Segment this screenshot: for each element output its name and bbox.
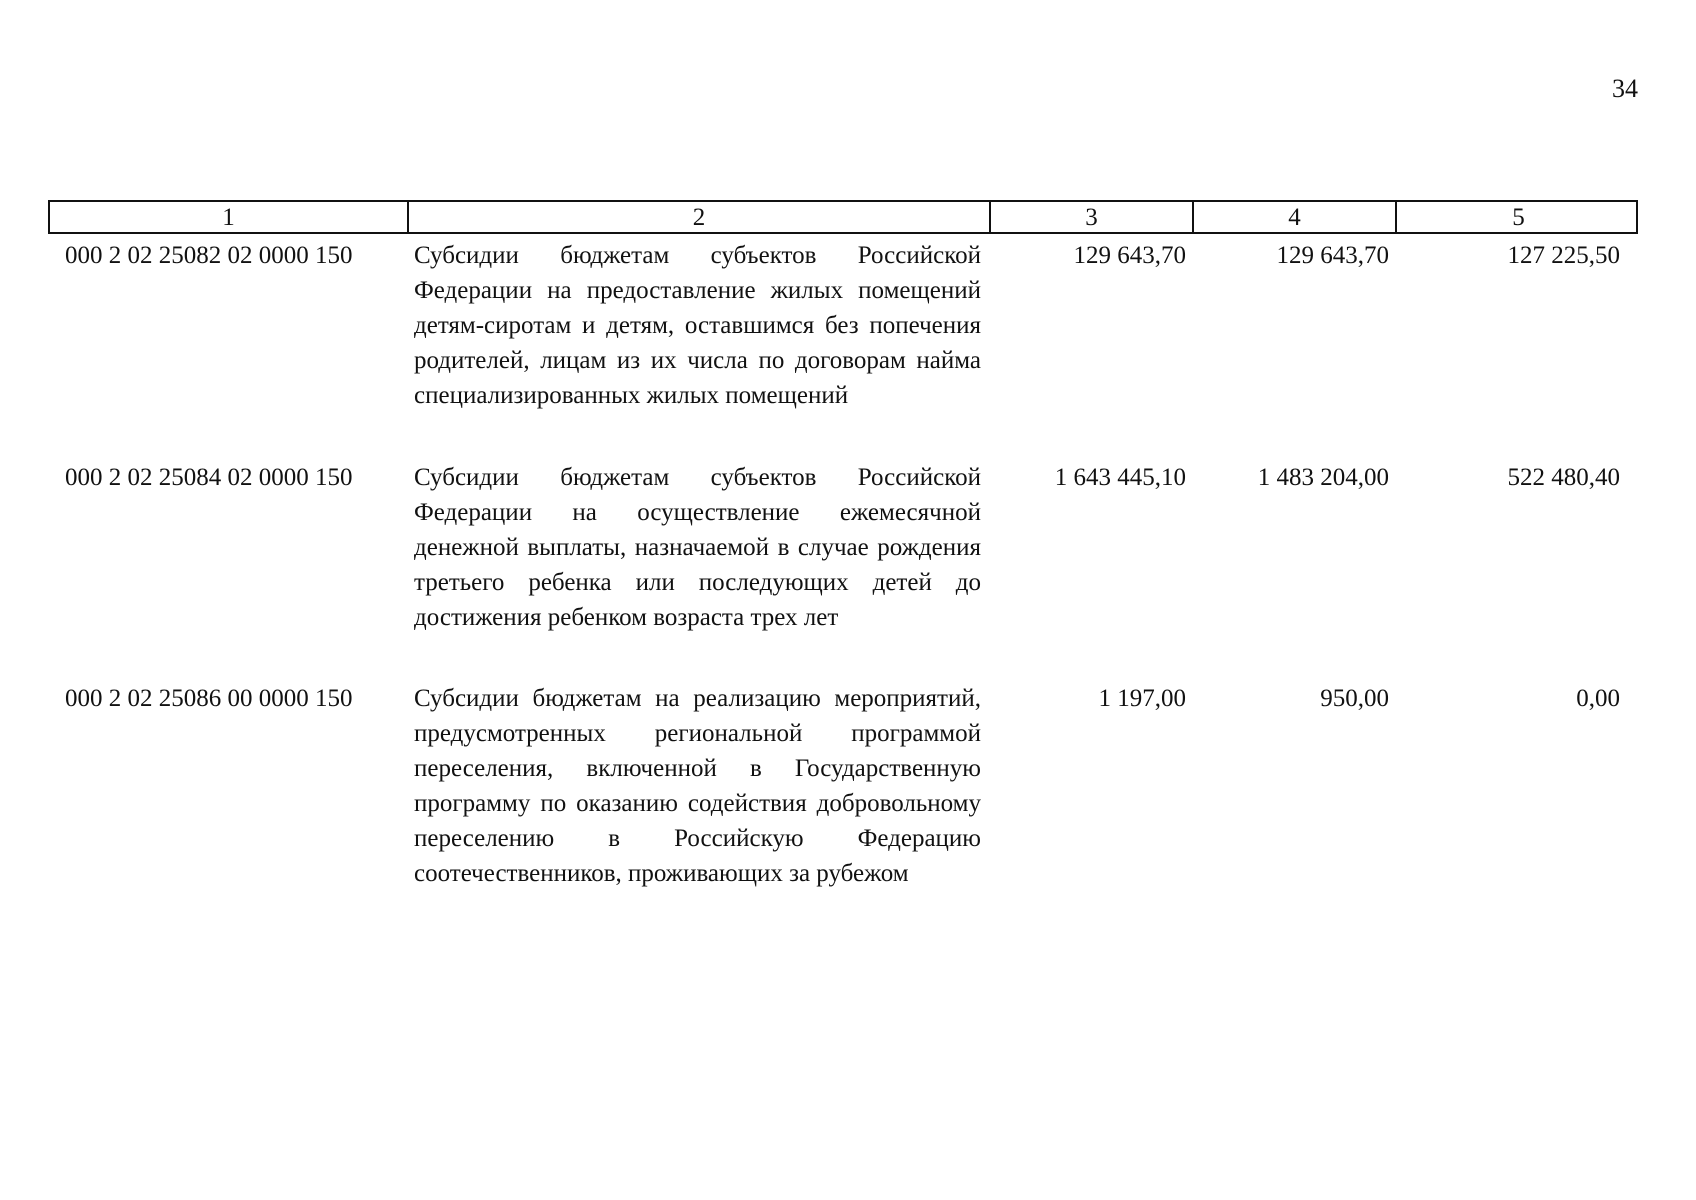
budget-code: 000 2 02 25084 02 0000 150 <box>65 464 353 491</box>
budget-code: 000 2 02 25082 02 0000 150 <box>65 242 353 269</box>
table-row <box>48 238 1638 413</box>
subsidy-description: Субсидии бюджетам субъектов Российской Федерации на предоставление жилых помещений детям-сиротам и детям, оставшимся без попечения родителей, лицам из их числа по договорам найма специализированных жилых помещений <box>414 242 981 409</box>
budget-code: 000 2 02 25086 00 0000 150 <box>65 685 353 712</box>
column-header-3: 3 <box>989 202 1192 234</box>
column-header-2: 2 <box>407 202 989 234</box>
table-row <box>48 681 1638 891</box>
column-header-5: 5 <box>1395 202 1640 234</box>
column-header-4: 4 <box>1192 202 1395 234</box>
amount-col-3: 129 643,70 <box>1073 242 1186 269</box>
amount-col-5: 0,00 <box>1576 685 1620 712</box>
amount-col-4: 1 483 204,00 <box>1257 464 1389 491</box>
amount-col-4: 950,00 <box>1320 685 1389 712</box>
budget-table <box>48 200 1638 891</box>
amount-col-3: 1 197,00 <box>1098 685 1186 712</box>
subsidy-description: Субсидии бюджетам субъектов Российской Федерации на осуществление ежемесячной денежной выплаты, назначаемой в случае рождения третьего ребенка или последующих детей до достижения ребенком возраста трех лет <box>414 464 981 631</box>
page-number: 34 <box>1612 74 1638 103</box>
table-header-row <box>48 200 1638 234</box>
column-header-1: 1 <box>222 204 235 231</box>
amount-col-3: 1 643 445,10 <box>1054 464 1186 491</box>
table-row <box>48 460 1638 635</box>
amount-col-5: 522 480,40 <box>1507 464 1620 491</box>
amount-col-5: 127 225,50 <box>1507 242 1620 269</box>
amount-col-4: 129 643,70 <box>1276 242 1389 269</box>
subsidy-description: Субсидии бюджетам на реализацию мероприятий, предусмотренных региональной программой переселения, включенной в Государственную программу по оказанию содействия добровольному переселению в Российскую Федерацию соотечественников, проживающих за рубежом <box>414 685 981 887</box>
